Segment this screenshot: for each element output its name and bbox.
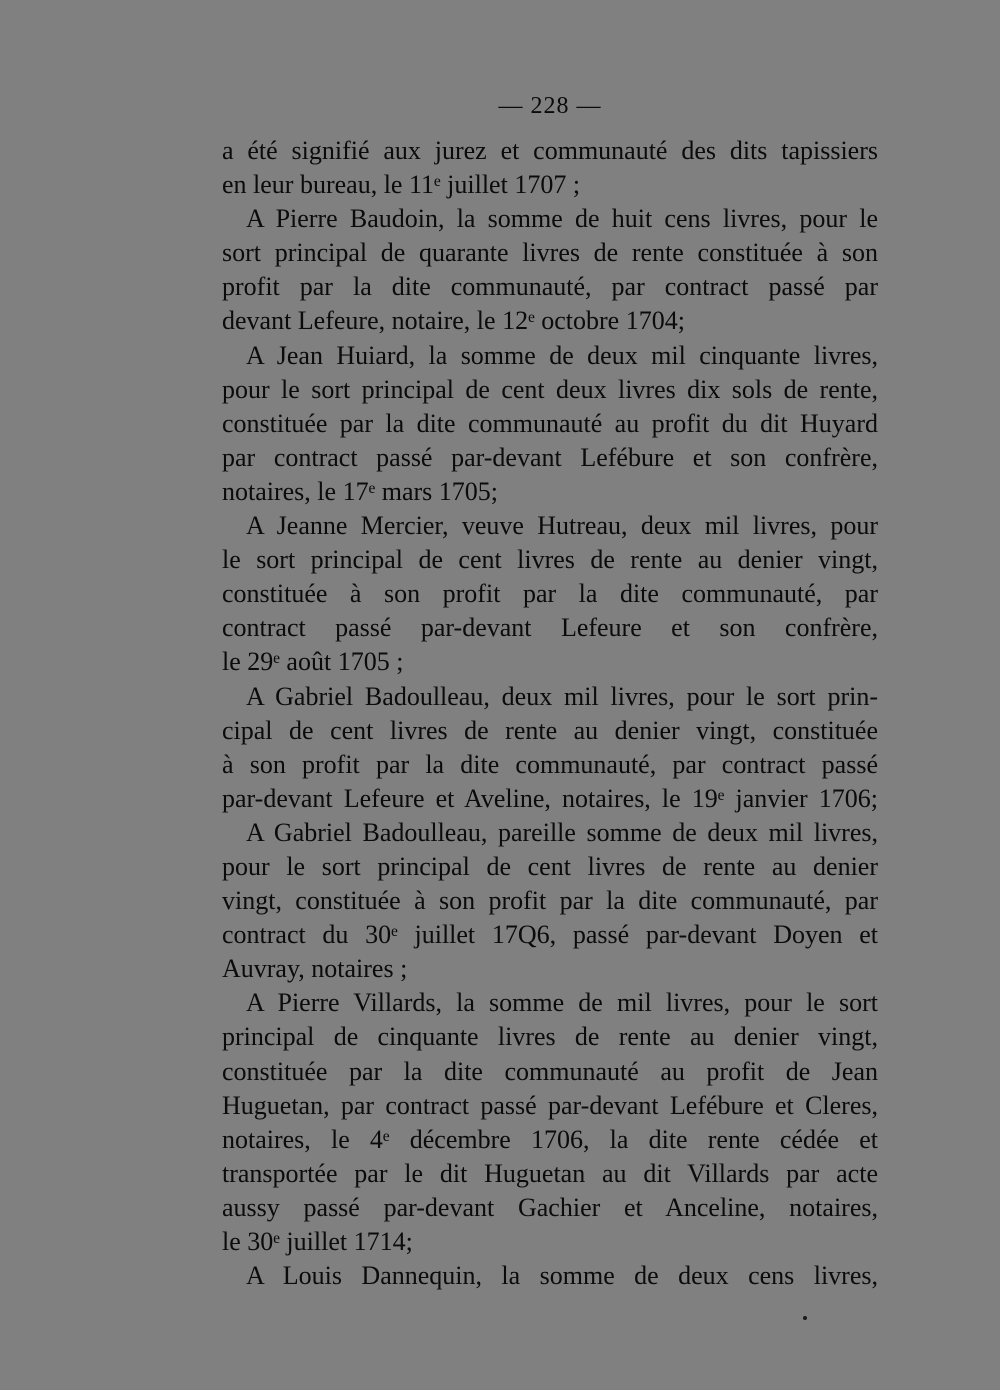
- text-line: Huguetan, par contract passé par-devant Lefébure et Cleres,: [222, 1090, 878, 1120]
- text-line: A Jean Huiard, la somme de deux mil cinquante livres,: [246, 340, 878, 370]
- text-line: contract passé par-devant Lefeure et son confrère,: [222, 613, 878, 643]
- text-line: contract du 30ᵉ juillet 17Q6, passé par-devant Doyen et: [222, 920, 878, 950]
- text-line: A Louis Dannequin, la somme de deux cens livres,: [246, 1261, 878, 1291]
- text-line: le 30ᵉ juillet 1714;: [222, 1227, 413, 1256]
- text-line: profit par la dite communauté, par contract passé par: [222, 272, 878, 302]
- page-number: — 228 —: [498, 93, 602, 119]
- text-line: par-devant Lefeure et Aveline, notaires, le 19ᵉ janvier 1706;: [222, 783, 878, 813]
- text-line: cipal de cent livres de rente au denier vingt, constituée: [222, 715, 878, 745]
- text-line: le sort principal de cent livres de rente au denier vingt,: [222, 545, 878, 575]
- text-line: par contract passé par-devant Lefébure et son confrère,: [222, 442, 878, 472]
- text-line: à son profit par la dite communauté, par contract passé: [222, 749, 878, 779]
- text-line: A Gabriel Badoulleau, pareille somme de deux mil livres,: [246, 817, 878, 847]
- ink-speck: [803, 1316, 807, 1320]
- text-line: a été signifié aux jurez et communauté des dits tapissiers: [222, 136, 878, 165]
- text-line: sort principal de quarante livres de rente constituée à son: [222, 238, 878, 268]
- text-line: pour le sort principal de cent livres de rente au denier: [222, 851, 878, 881]
- text-line: constituée par la dite communauté au profit de Jean: [222, 1056, 878, 1086]
- text-line: constituée à son profit par la dite communauté, par: [222, 579, 878, 609]
- text-line: en leur bureau, le 11ᵉ juillet 1707 ;: [222, 170, 581, 200]
- text-line: pour le sort principal de cent deux livres dix sols de rente,: [222, 374, 878, 404]
- text-line: A Pierre Baudoin, la somme de huit cens livres, pour le: [246, 204, 878, 234]
- body-text: [222, 134, 878, 1293]
- text-line: Auvray, notaires ;: [222, 954, 408, 984]
- text-line: transportée par le dit Huguetan au dit Villards par acte: [222, 1158, 878, 1188]
- text-line: vingt, constituée à son profit par la dite communauté, par: [222, 886, 878, 916]
- text-line: devant Lefeure, notaire, le 12ᵉ octobre 1704;: [222, 306, 685, 336]
- text-line: le 29ᵉ août 1705 ;: [222, 647, 404, 677]
- text-line: constituée par la dite communauté au profit du dit Huyard: [222, 408, 878, 438]
- text-line: A Pierre Villards, la somme de mil livres, pour le sort: [246, 988, 878, 1018]
- text-line: principal de cinquante livres de rente au denier vingt,: [222, 1022, 878, 1052]
- text-line: notaires, le 17ᵉ mars 1705;: [222, 476, 498, 506]
- text-line: aussy passé par-devant Gachier et Anceline, notaires,: [222, 1192, 878, 1222]
- text-line: A Gabriel Badoulleau, deux mil livres, pour le sort prin-: [246, 681, 878, 711]
- text-line: A Jeanne Mercier, veuve Hutreau, deux mil livres, pour: [246, 511, 878, 541]
- text-line: notaires, le 4ᵉ décembre 1706, la dite rente cédée et: [222, 1124, 878, 1154]
